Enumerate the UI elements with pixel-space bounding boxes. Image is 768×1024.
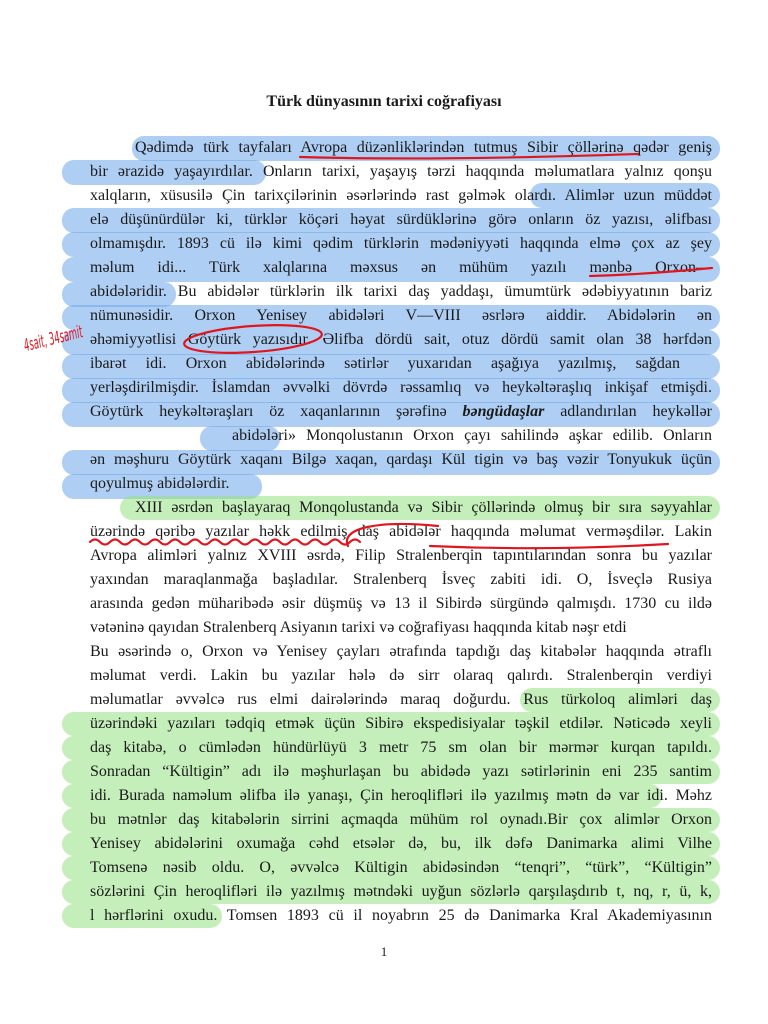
text-line: yaxından maraqlanmağa başladılar. Stralenberq İsveç zabiti idi. O, İsveçlə Rusiya — [90, 571, 712, 588]
text-line: Bu əsərində o, Orxon və Yenisey çayları ətrafında tapdığı daş kitabələr haqqında ətraflı — [90, 643, 712, 660]
text-line: Yenisey abidələrini oxumağa cəhd etsələr də, bu, ilk dəfə Danimarka alimi Vilhe — [90, 835, 712, 852]
text-line: arasında gedən müharibədə əsir düşmüş və 13 il Sibirdə sürgündə qalmışdı. 1730 cu ildə — [90, 595, 712, 612]
text-line: abidələri» Monqolustanın Orxon çayı sahilində aşkar edilib. Onların — [232, 427, 712, 444]
text-line: qoyulmuş abidələrdir. — [90, 475, 230, 492]
text-line: l hərflərini oxudu. Tomsen 1893 cü il noyabrın 25 də Danimarka Kral Akademiyasının — [90, 907, 712, 924]
text-line: ibarət idi. Orxon abidələrində sətirlər yuxarıdan aşağıya yazılmış, sağdan — [90, 355, 680, 372]
text-line: sözlərini Çin heroqlifləri ilə yazılmış mətndəki uyğun sözlərlə qarşılaşdırıb t, nq, r, ü, k, — [90, 883, 712, 900]
text-line: vətəninə qayıdan Stralenberq Asiyanın tarixi və coğrafiyası haqqında kitab nəşr etdi — [90, 619, 627, 636]
text-segment: adlandırılan heykəllər — [544, 403, 713, 420]
page-number: 1 — [380, 944, 388, 959]
text-line: ən məşhuru Göytürk xaqanı Bilgə xaqan, qardaşı Kül tigin və baş vəzir Tonyukuk üçün — [90, 451, 712, 468]
text-segment: Göytürk heykəltəraşları öz xaqanlarının şərəfinə — [90, 403, 463, 420]
text-line: olmamışdır. 1893 cü ilə kimi qədim türklərin mədəniyyəti haqqında elmə çox az şey — [90, 235, 712, 252]
emphasized-term: bəngüdaşlar — [462, 403, 545, 420]
text-line: daş kitabə, o cümlədən hündürlüyü 3 metr 75 sm olan bir mərmər kurqan tapıldı. — [90, 739, 712, 756]
text-line: Qədimdə türk tayfaları Avropa düzənliklərindən tutmuş Sibir çöllərinə qədər geniş — [135, 139, 712, 156]
text-line: məlumat verdi. Lakin bu yazılar hələ də sirr olaraq qalırdı. Stralenberqin verdiyi — [90, 667, 712, 684]
text-line: xalqların, xüsusilə Çin tarixçilərinin əsərlərində rast gəlmək olardı. Alimlər uzun müddət — [90, 187, 712, 204]
text-line: əhəmiyyətlisi Göytürk yazısıdır. Əlifba dördü sait, otuz dördü samit olan 38 hərfdən — [90, 331, 712, 348]
text-line: Avropa alimləri yalnız XVIII əsrdə, Filip Stralenberqin tapıntılarından sonra bu yazılar — [90, 547, 712, 564]
text-line: XIII əsrdən başlayaraq Monqolustanda və Sibir çöllərində olmuş bir sıra səyyahlar — [135, 499, 712, 516]
text-line: idi. Burada naməlum əlifba ilə yanaşı, Çin heroqlifləri ilə yazılmış mətn də var idi. Məhz — [90, 787, 712, 804]
text-line: elə düşünürdülər ki, türklər köçəri həyat sürdüklərinə görə onların öz yazısı, əlifbası — [90, 211, 712, 228]
text-line: üzərində qəribə yazılar həkk edilmiş daş abidələr haqqında məlumat verməşdilər. Lakin — [90, 523, 712, 540]
text-line: bir ərazidə yaşayırdılar. Onların tarixi, yaşayış tərzi haqqında məlumatlara yalnız qonşu — [90, 163, 712, 180]
text-line: məlumatlar əvvəlcə rus elmi dairələrində maraq doğurdu. Rus türkoloq alimləri daş — [90, 691, 712, 708]
document-title: Türk dünyasının tarixi coğrafiyası — [266, 93, 502, 110]
text-line: məlum idi... Türk xalqlarına məxsus ən mühüm yazılı mənbə Orxon— — [90, 259, 712, 276]
text-line: abidələridir. Bu abidələr türklərin ilk tarixi daş yaddaşı, ümumtürk ədəbiyyatının bariz — [90, 283, 712, 300]
text-line: üzərindəki yazıları tədqiq etmək üçün Sibirə ekspedisiyalar təşkil etdilər. Nəticədə xeyli — [90, 715, 712, 732]
text-line: Tomsenə nəsib oldu. O, əvvəlcə Kültigin abidəsindən “tenqri”, “türk”, “Kültigin” — [90, 859, 712, 876]
text-line: bu mətnlər daş kitabələrin sirrini açmaqda mühüm rol oynadı.Bir çox alimlər Orxon — [90, 811, 712, 828]
text-line: yerləşdirilmişdir. İslamdan əvvəlki dövrdə rəssamlıq və heykəltəraşlıq inkişaf etmişdi. — [90, 379, 712, 396]
text-line-emphasis — [90, 401, 712, 423]
text-line: Sonradan “Kültigin” adı ilə məşhurlaşan bu abidədə yazı sətirlərinin eni 235 santim — [90, 763, 712, 780]
text-line: nümunəsidir. Orxon Yenisey abidələri V—VIII əsrlərə aiddir. Abidələrin ən — [90, 307, 712, 324]
